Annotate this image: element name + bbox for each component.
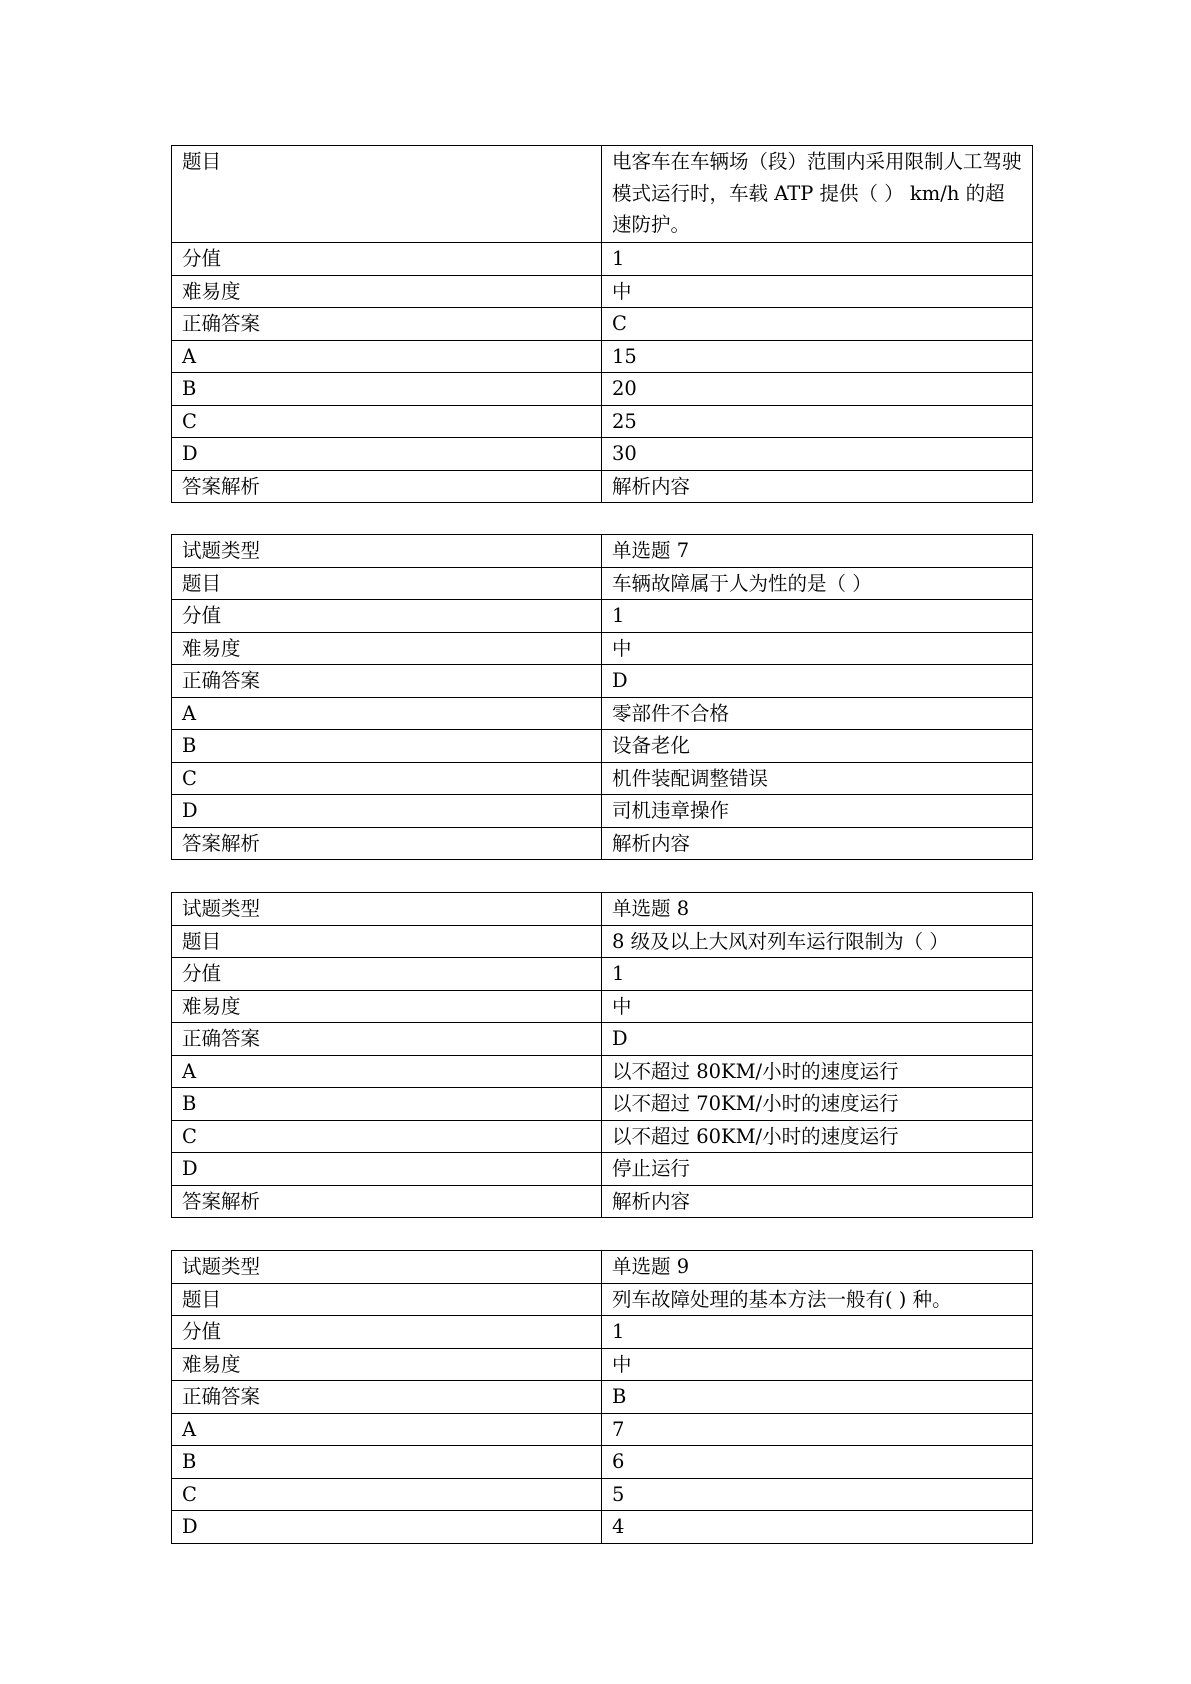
row-value: 1	[602, 958, 1033, 991]
row-label: 试题类型	[172, 893, 602, 926]
row-label: A	[172, 1055, 602, 1088]
row-label: 试题类型	[172, 535, 602, 568]
row-label: D	[172, 438, 602, 471]
row-value: 中	[602, 1348, 1033, 1381]
row-label: B	[172, 1088, 602, 1121]
table-row	[172, 405, 1033, 438]
question-text: 列车故障处理的基本方法一般有( ) 种。	[602, 1283, 1033, 1316]
row-value: C	[602, 308, 1033, 341]
table-row	[172, 1446, 1033, 1479]
row-value: 解析内容	[602, 470, 1033, 503]
table-row	[172, 308, 1033, 341]
row-label: 分值	[172, 958, 602, 991]
row-label: C	[172, 1120, 602, 1153]
table-row	[172, 600, 1033, 633]
table-row	[172, 762, 1033, 795]
row-label: 正确答案	[172, 665, 602, 698]
row-value: 零部件不合格	[602, 697, 1033, 730]
row-label: 正确答案	[172, 1381, 602, 1414]
row-value: B	[602, 1381, 1033, 1414]
table-row	[172, 990, 1033, 1023]
row-label: A	[172, 340, 602, 373]
row-label: 难易度	[172, 1348, 602, 1381]
table-row	[172, 146, 1033, 243]
row-value: 解析内容	[602, 827, 1033, 860]
table-row	[172, 438, 1033, 471]
question-text: 车辆故障属于人为性的是（ ）	[602, 567, 1033, 600]
row-value: 1	[602, 600, 1033, 633]
table-row	[172, 535, 1033, 568]
row-label: 分值	[172, 1316, 602, 1349]
row-value: 1	[602, 1316, 1033, 1349]
question-table-3	[171, 892, 1033, 1218]
table-row	[172, 1251, 1033, 1284]
row-value: 20	[602, 373, 1033, 406]
table-row	[172, 1511, 1033, 1544]
row-label: 试题类型	[172, 1251, 602, 1284]
row-label: D	[172, 1153, 602, 1186]
table-row	[172, 1348, 1033, 1381]
row-value: 设备老化	[602, 730, 1033, 763]
row-label: 分值	[172, 600, 602, 633]
row-label: 难易度	[172, 275, 602, 308]
row-label: 难易度	[172, 990, 602, 1023]
table-row	[172, 567, 1033, 600]
row-label: 正确答案	[172, 1023, 602, 1056]
question-type: 单选题 9	[602, 1251, 1033, 1284]
row-label: C	[172, 405, 602, 438]
row-value: 15	[602, 340, 1033, 373]
table-row	[172, 1088, 1033, 1121]
table-row	[172, 1153, 1033, 1186]
row-label: B	[172, 373, 602, 406]
row-label: C	[172, 1478, 602, 1511]
row-value: 中	[602, 990, 1033, 1023]
table-row	[172, 373, 1033, 406]
table-row	[172, 275, 1033, 308]
row-label: 难易度	[172, 632, 602, 665]
table-row	[172, 1478, 1033, 1511]
question-type: 单选题 7	[602, 535, 1033, 568]
row-label: A	[172, 1413, 602, 1446]
row-value: 7	[602, 1413, 1033, 1446]
table-row	[172, 1283, 1033, 1316]
table-row	[172, 340, 1033, 373]
row-label: 题目	[172, 925, 602, 958]
question-text: 8 级及以上大风对列车运行限制为（ ）	[602, 925, 1033, 958]
table-row	[172, 1120, 1033, 1153]
table-row	[172, 827, 1033, 860]
question-table-4	[171, 1250, 1033, 1544]
row-label: 分值	[172, 243, 602, 276]
row-value: 机件装配调整错误	[602, 762, 1033, 795]
table-row	[172, 470, 1033, 503]
row-label: 正确答案	[172, 308, 602, 341]
row-value: 以不超过 80KM/小时的速度运行	[602, 1055, 1033, 1088]
table-row	[172, 1413, 1033, 1446]
row-value: 1	[602, 243, 1033, 276]
table-row	[172, 925, 1033, 958]
row-value: 4	[602, 1511, 1033, 1544]
table-row	[172, 1023, 1033, 1056]
table-row	[172, 665, 1033, 698]
question-table-1	[171, 145, 1033, 503]
row-value: 5	[602, 1478, 1033, 1511]
row-label: 题目	[172, 567, 602, 600]
table-row	[172, 1185, 1033, 1218]
row-label: D	[172, 795, 602, 828]
row-label: C	[172, 762, 602, 795]
row-value: 以不超过 60KM/小时的速度运行	[602, 1120, 1033, 1153]
row-value: 以不超过 70KM/小时的速度运行	[602, 1088, 1033, 1121]
row-label: 答案解析	[172, 827, 602, 860]
row-value: 司机违章操作	[602, 795, 1033, 828]
row-label: D	[172, 1511, 602, 1544]
question-table-2	[171, 534, 1033, 860]
table-row	[172, 958, 1033, 991]
row-value: 中	[602, 275, 1033, 308]
row-label: 答案解析	[172, 470, 602, 503]
table-row	[172, 1381, 1033, 1414]
table-row	[172, 243, 1033, 276]
row-label: 题目	[172, 1283, 602, 1316]
table-row	[172, 1055, 1033, 1088]
row-value: D	[602, 1023, 1033, 1056]
row-label: 题目	[172, 146, 602, 243]
row-label: B	[172, 730, 602, 763]
row-value: 6	[602, 1446, 1033, 1479]
question-text: 电客车在车辆场（段）范围内采用限制人工驾驶模式运行时，车载 ATP 提供（ ） km/h 的超速防护。	[602, 146, 1033, 243]
table-row	[172, 893, 1033, 926]
row-value: D	[602, 665, 1033, 698]
row-label: B	[172, 1446, 602, 1479]
row-label: A	[172, 697, 602, 730]
row-value: 解析内容	[602, 1185, 1033, 1218]
row-value: 30	[602, 438, 1033, 471]
question-type: 单选题 8	[602, 893, 1033, 926]
table-row	[172, 1316, 1033, 1349]
row-label: 答案解析	[172, 1185, 602, 1218]
table-row	[172, 697, 1033, 730]
row-value: 停止运行	[602, 1153, 1033, 1186]
table-row	[172, 730, 1033, 763]
table-row	[172, 632, 1033, 665]
row-value: 中	[602, 632, 1033, 665]
table-row	[172, 795, 1033, 828]
row-value: 25	[602, 405, 1033, 438]
